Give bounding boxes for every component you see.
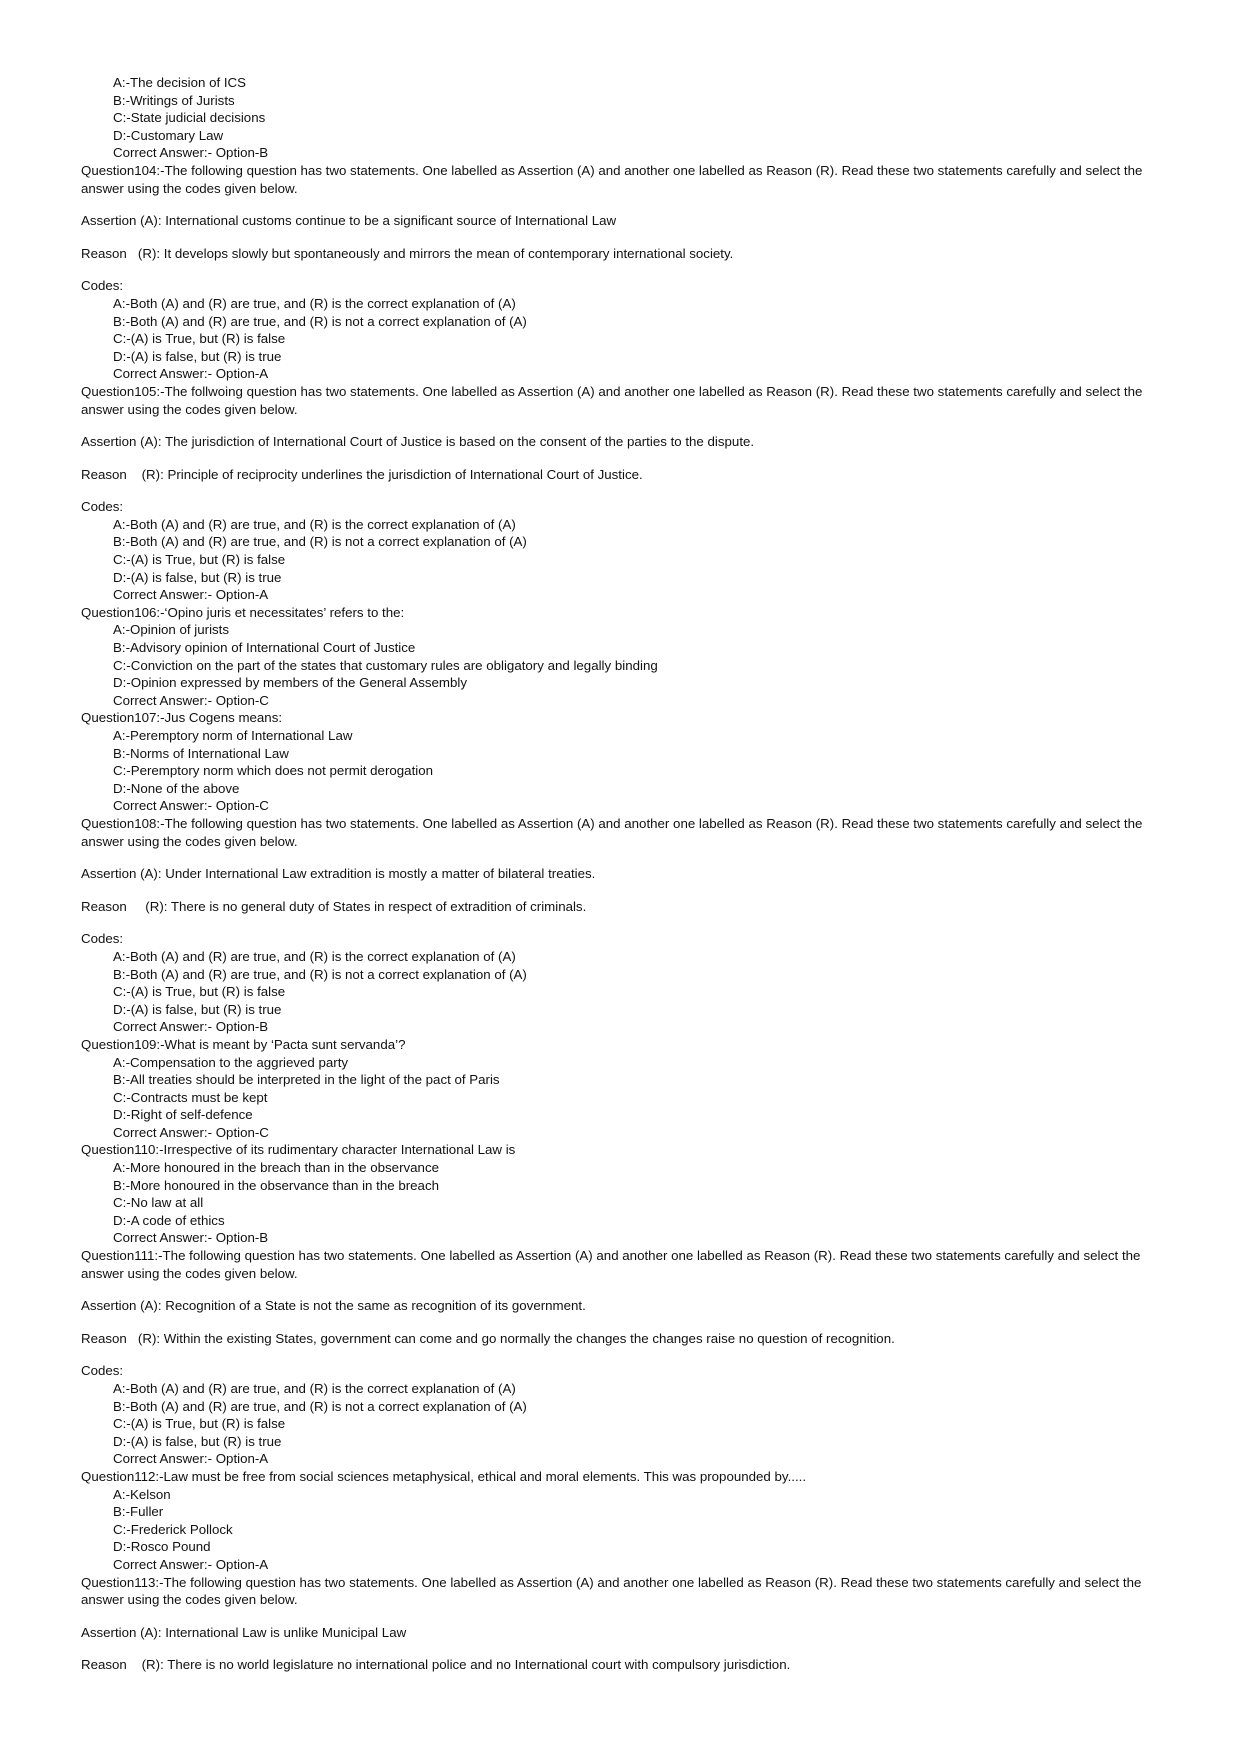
- reason: Reason (R): Principle of reciprocity underlines the jurisdiction of International Court of Justice.: [81, 466, 643, 482]
- assertion: Assertion (A): International Law is unlike Municipal Law: [81, 1624, 407, 1640]
- option-a: A:-Both (A) and (R) are true, and (R) is the correct explanation of (A): [113, 1381, 516, 1396]
- option-d: D:-A code of ethics: [113, 1212, 225, 1228]
- option-b: B:-Both (A) and (R) are true, and (R) is not a correct explanation of (A): [113, 966, 527, 982]
- option-a: A:-More honoured in the breach than in the observance: [113, 1160, 439, 1176]
- correct-answer: Correct Answer:- Option-B: [113, 1019, 269, 1035]
- question-112: [81, 1468, 1153, 1574]
- correct-answer: Correct Answer:- Option-A: [113, 366, 269, 382]
- reason: Reason (R): There is no world legislature no international police and no International court with compulsory jurisdiction.: [81, 1657, 791, 1673]
- question-text: Question104:-The following question has two statements. One labelled as Assertion (A) and another one labelled as Reason (R). Read these two statements carefully and select the answer using the codes given below.: [81, 162, 1143, 196]
- codes-label: Codes:: [81, 278, 124, 294]
- correct-answer: Correct Answer:- Option-B: [113, 145, 269, 161]
- option-a: A:-Peremptory norm of International Law: [113, 728, 353, 743]
- question-text: Question109:-What is meant by ‘Pacta sunt servanda’?: [81, 1036, 406, 1052]
- question-106: [81, 604, 1153, 710]
- option-b: B:-More honoured in the observance than in the breach: [113, 1177, 439, 1193]
- question-text: Question105:-The follwoing question has two statements. One labelled as Assertion (A) and another one labelled as Reason (R). Read these two statements carefully and select the answer using the codes given below.: [81, 383, 1143, 417]
- option-b: B:-Writings of Jurists: [113, 92, 235, 108]
- question-108: [81, 815, 1153, 1036]
- option-a: A:-Compensation to the aggrieved party: [113, 1054, 349, 1070]
- option-c: C:-Frederick Pollock: [113, 1521, 233, 1537]
- reason: Reason (R): It develops slowly but spontaneously and mirrors the mean of contemporary international society.: [81, 245, 734, 261]
- option-d: D:-(A) is false, but (R) is true: [113, 348, 282, 364]
- correct-answer: Correct Answer:- Option-C: [113, 798, 269, 814]
- options-list: [81, 948, 1153, 1036]
- question-104: [81, 162, 1153, 383]
- option-c: C:-(A) is True, but (R) is false: [113, 331, 286, 347]
- correct-answer: Correct Answer:- Option-B: [113, 1230, 269, 1246]
- options-list: [81, 295, 1153, 383]
- question-105: [81, 383, 1153, 604]
- codes-label: Codes:: [81, 499, 124, 515]
- correct-answer: Correct Answer:- Option-A: [113, 587, 269, 603]
- question-113: [81, 1574, 1153, 1674]
- question-111: [81, 1247, 1153, 1468]
- option-d: D:-Customary Law: [113, 127, 224, 143]
- option-a: A:-Both (A) and (R) are true, and (R) is the correct explanation of (A): [113, 295, 516, 311]
- option-a: A:-Kelson: [113, 1486, 171, 1502]
- assertion: Assertion (A): Recognition of a State is not the same as recognition of its government.: [81, 1298, 586, 1314]
- options-list: [81, 1486, 1153, 1574]
- assertion: Assertion (A): Under International Law extradition is mostly a matter of bilateral treaties.: [81, 866, 596, 882]
- option-b: B:-Norms of International Law: [113, 745, 289, 761]
- question-text: Question110:-Irrespective of its rudimentary character International Law is: [81, 1142, 516, 1158]
- question-text: Question113:-The following question has two statements. One labelled as Assertion (A) and another one labelled as Reason (R). Read these two statements carefully and select the answer using the codes given below.: [81, 1574, 1142, 1608]
- option-a: A:-Both (A) and (R) are true, and (R) is the correct explanation of (A): [113, 948, 516, 964]
- options-list: [81, 1380, 1153, 1468]
- option-d: D:-(A) is false, but (R) is true: [113, 1001, 282, 1017]
- option-b: B:-Both (A) and (R) are true, and (R) is not a correct explanation of (A): [113, 1398, 527, 1414]
- option-c: C:-State judicial decisions: [113, 110, 266, 126]
- option-d: D:-Rosco Pound: [113, 1539, 211, 1555]
- options-list: [81, 1159, 1153, 1247]
- option-d: D:-None of the above: [113, 780, 240, 796]
- question-110: [81, 1141, 1153, 1247]
- option-d: D:-(A) is false, but (R) is true: [113, 569, 282, 585]
- options-list: [81, 516, 1153, 604]
- option-b: B:-Both (A) and (R) are true, and (R) is not a correct explanation of (A): [113, 534, 527, 550]
- codes-label: Codes:: [81, 1363, 124, 1379]
- reason: Reason (R): Within the existing States, government can come and go normally the changes the changes raise no question of recognition.: [81, 1330, 895, 1346]
- correct-answer: Correct Answer:- Option-C: [113, 1124, 269, 1140]
- question-text: Question112:-Law must be free from social sciences metaphysical, ethical and moral elements. This was propounded by.....: [81, 1468, 807, 1484]
- option-a: A:-Opinion of jurists: [113, 622, 230, 638]
- option-d: D:-(A) is false, but (R) is true: [113, 1433, 282, 1449]
- question-text: Question111:-The following question has two statements. One labelled as Assertion (A) and another one labelled as Reason (R). Read these two statements carefully and select the answer using the codes given below.: [81, 1248, 1141, 1281]
- reason: Reason (R): There is no general duty of States in respect of extradition of criminals.: [81, 898, 587, 914]
- options-list: [81, 1054, 1153, 1142]
- option-b: B:-Advisory opinion of International Court of Justice: [113, 640, 416, 656]
- q103-options: [81, 74, 1153, 162]
- option-d: D:-Opinion expressed by members of the General Assembly: [113, 675, 468, 691]
- option-c: C:-Contracts must be kept: [113, 1089, 268, 1105]
- assertion: Assertion (A): The jurisdiction of International Court of Justice is based on the consent of the parties to the dispute.: [81, 434, 755, 450]
- option-c: C:-Peremptory norm which does not permit derogation: [113, 763, 434, 779]
- option-c: C:-(A) is True, but (R) is false: [113, 552, 286, 568]
- codes-label: Codes:: [81, 931, 124, 947]
- correct-answer: Correct Answer:- Option-A: [113, 1451, 269, 1467]
- option-b: B:-Both (A) and (R) are true, and (R) is not a correct explanation of (A): [113, 313, 527, 329]
- option-c: C:-Conviction on the part of the states that customary rules are obligatory and legally binding: [113, 657, 658, 673]
- correct-answer: Correct Answer:- Option-C: [113, 692, 269, 708]
- option-c: C:-No law at all: [113, 1195, 204, 1211]
- question-text: Question106:-‘Opino juris et necessitates’ refers to the:: [81, 604, 405, 620]
- option-a: A:-The decision of ICS: [113, 75, 247, 90]
- options-list: [81, 727, 1153, 815]
- question-107: [81, 709, 1153, 815]
- document-body: [81, 74, 1153, 1674]
- option-b: B:-Fuller: [113, 1504, 164, 1520]
- option-d: D:-Right of self-defence: [113, 1107, 253, 1123]
- question-109: [81, 1036, 1153, 1142]
- options-list: [81, 621, 1153, 709]
- option-a: A:-Both (A) and (R) are true, and (R) is the correct explanation of (A): [113, 516, 516, 532]
- option-c: C:-(A) is True, but (R) is false: [113, 984, 286, 1000]
- option-b: B:-All treaties should be interpreted in the light of the pact of Paris: [113, 1072, 500, 1088]
- correct-answer: Correct Answer:- Option-A: [113, 1556, 269, 1572]
- question-text: Question107:-Jus Cogens means:: [81, 710, 283, 726]
- assertion: Assertion (A): International customs continue to be a significant source of International Law: [81, 213, 617, 229]
- question-text: Question108:-The following question has two statements. One labelled as Assertion (A) and another one labelled as Reason (R). Read these two statements carefully and select the answer using the codes given below.: [81, 815, 1143, 849]
- option-c: C:-(A) is True, but (R) is false: [113, 1416, 286, 1432]
